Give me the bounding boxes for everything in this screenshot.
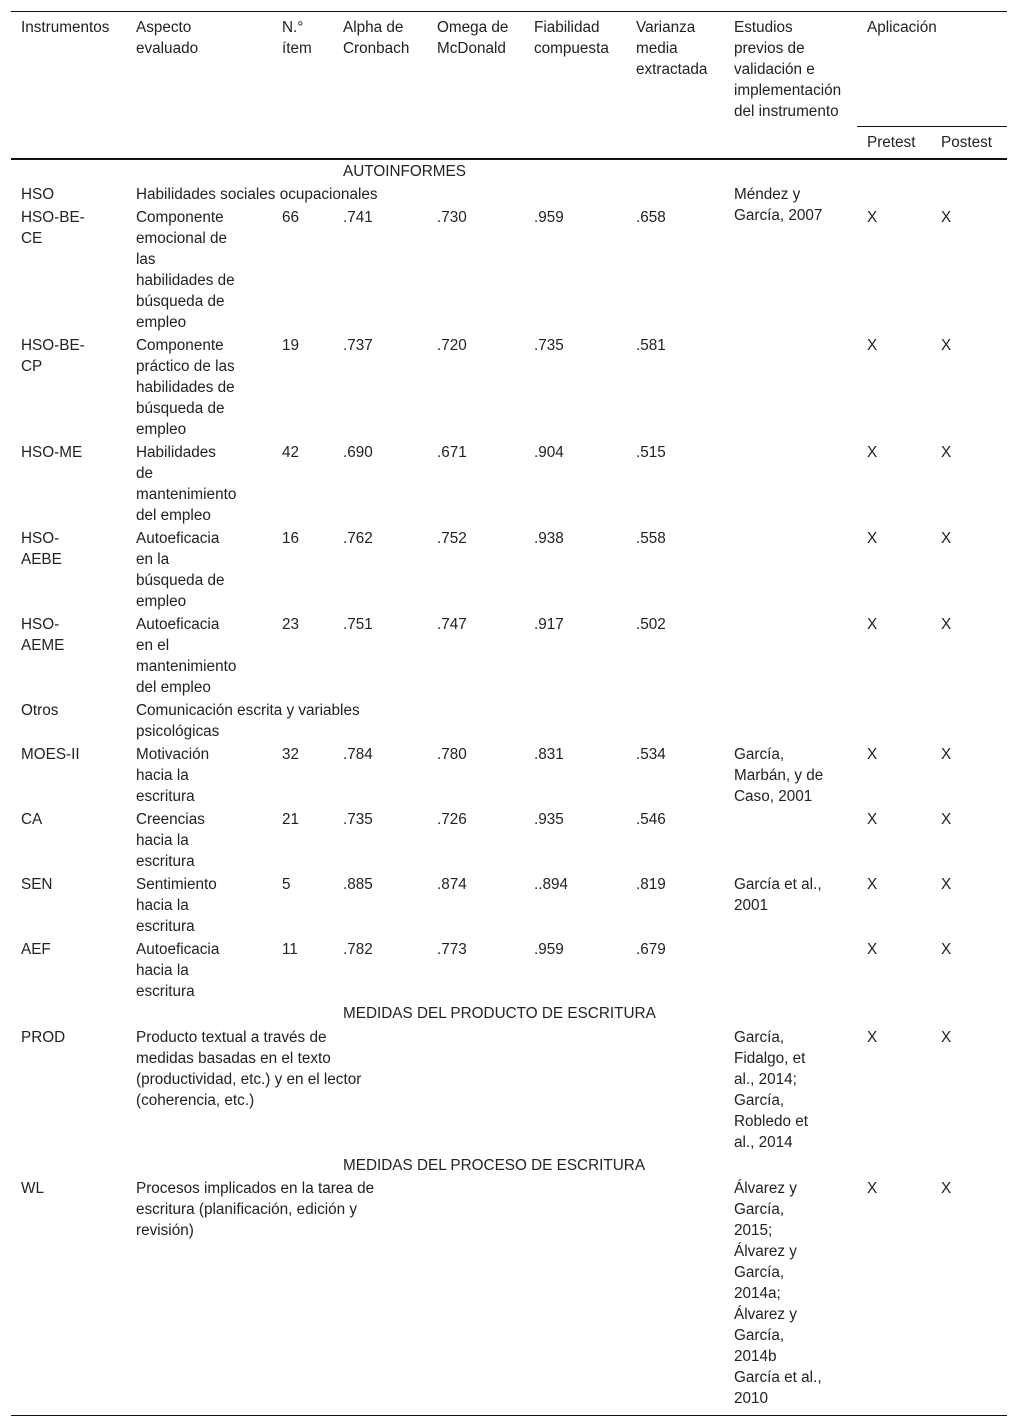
cell-alpha: .741 [343, 209, 373, 226]
cell-post: X [941, 209, 952, 226]
cell-var: .581 [636, 337, 666, 354]
section-autoinformes: AUTOINFORMES [343, 163, 466, 180]
cell-omega: .780 [437, 746, 467, 763]
cell-aspecto: Componente práctico de las habilidades de búsqueda de empleo [136, 337, 235, 438]
header-aspecto: Aspecto evaluado [136, 19, 199, 57]
header-pretest: Pretest [867, 134, 916, 151]
cell-var: .558 [636, 530, 666, 547]
cell-post: X [941, 1180, 952, 1197]
cell-omega: .773 [437, 941, 467, 958]
cell-fiab: .917 [534, 616, 564, 633]
cell-pre: X [867, 337, 878, 354]
group-hso-aspecto: Habilidades sociales ocupacionales [136, 186, 378, 203]
cell-pre: X [867, 1029, 878, 1046]
section-producto: MEDIDAS DEL PRODUCTO DE ESCRITURA [343, 1005, 656, 1022]
group-hso-estudios: Méndez y García, 2007 [734, 186, 823, 224]
header-varianza: Varianza media extractada [636, 19, 708, 78]
cell-inst: HSO-BE- CP [21, 337, 85, 375]
cell-alpha: .735 [343, 811, 373, 828]
cell-omega: .671 [437, 444, 467, 461]
cell-post: X [941, 811, 952, 828]
cell-var: .502 [636, 616, 666, 633]
cell-omega: .752 [437, 530, 467, 547]
cell-estudios: García et al., 2001 [734, 876, 822, 914]
cell-aspecto: Autoeficacia en el mantenimiento del empleo [136, 616, 237, 696]
cell-omega: .730 [437, 209, 467, 226]
cell-n: 66 [282, 209, 300, 226]
top-rule [11, 11, 1007, 12]
group-otros-inst: Otros [21, 702, 59, 719]
cell-pre: X [867, 444, 878, 461]
header-omega: Omega de McDonald [437, 19, 509, 57]
cell-n: 19 [282, 337, 300, 354]
cell-omega: .747 [437, 616, 467, 633]
cell-post: X [941, 444, 952, 461]
cell-post: X [941, 876, 952, 893]
aplicacion-rule [857, 126, 1007, 127]
cell-inst: AEF [21, 941, 51, 958]
cell-estudios: Álvarez y García, 2015; Álvarez y García, 2014a; Álvarez y García, 2014b García et al., 2010 [734, 1180, 822, 1407]
header-fiabilidad: Fiabilidad compuesta [534, 19, 609, 57]
cell-n: 23 [282, 616, 300, 633]
cell-var: .515 [636, 444, 666, 461]
cell-post: X [941, 530, 952, 547]
bottom-rule [11, 1415, 1007, 1416]
cell-aspecto: Creencias hacia la escritura [136, 811, 205, 870]
cell-fiab: ..894 [534, 876, 569, 893]
cell-pre: X [867, 209, 878, 226]
cell-fiab: .959 [534, 941, 564, 958]
cell-aspecto: Producto textual a través de medidas basadas en el texto (productividad, etc.) y en el lector (coherencia, etc.) [136, 1029, 362, 1109]
cell-alpha: .737 [343, 337, 373, 354]
cell-omega: .726 [437, 811, 467, 828]
cell-inst: PROD [21, 1029, 66, 1046]
cell-aspecto: Componente emocional de las habilidades de búsqueda de empleo [136, 209, 235, 331]
cell-post: X [941, 941, 952, 958]
cell-pre: X [867, 876, 878, 893]
cell-inst: SEN [21, 876, 53, 893]
cell-fiab: .935 [534, 811, 564, 828]
cell-aspecto: Autoeficacia hacia la escritura [136, 941, 220, 1000]
group-otros-aspecto: Comunicación escrita y variables psicológicas [136, 702, 360, 740]
cell-fiab: .959 [534, 209, 564, 226]
cell-n: 42 [282, 444, 300, 461]
header-aplicacion: Aplicación [867, 19, 937, 36]
cell-omega: .874 [437, 876, 467, 893]
cell-pre: X [867, 941, 878, 958]
cell-alpha: .690 [343, 444, 373, 461]
cell-aspecto: Procesos implicados en la tarea de escritura (planificación, edición y revisión) [136, 1180, 375, 1239]
cell-omega: .720 [437, 337, 467, 354]
cell-var: .546 [636, 811, 666, 828]
cell-inst: HSO-ME [21, 444, 83, 461]
cell-inst: HSO- AEME [21, 616, 65, 654]
cell-post: X [941, 746, 952, 763]
cell-aspecto: Motivación hacia la escritura [136, 746, 210, 805]
cell-inst: MOES-II [21, 746, 80, 763]
cell-alpha: .782 [343, 941, 373, 958]
group-hso-inst: HSO [21, 186, 55, 203]
cell-alpha: .784 [343, 746, 373, 763]
cell-var: .679 [636, 941, 666, 958]
cell-inst: CA [21, 811, 43, 828]
header-bottom-rule [11, 158, 1007, 160]
cell-var: .819 [636, 876, 666, 893]
cell-pre: X [867, 530, 878, 547]
cell-pre: X [867, 616, 878, 633]
cell-post: X [941, 616, 952, 633]
cell-estudios: García, Fidalgo, et al., 2014; García, Robledo et al., 2014 [734, 1029, 808, 1151]
cell-alpha: .751 [343, 616, 373, 633]
cell-pre: X [867, 746, 878, 763]
section-proceso: MEDIDAS DEL PROCESO DE ESCRITURA [343, 1157, 646, 1174]
cell-n: 21 [282, 811, 300, 828]
cell-n: 5 [282, 876, 291, 893]
header-estudios: Estudios previos de validación e implementación del instrumento [734, 19, 842, 120]
header-n-item: N.° ítem [282, 19, 312, 57]
cell-estudios: García, Marbán, y de Caso, 2001 [734, 746, 824, 805]
cell-inst: WL [21, 1180, 44, 1197]
cell-aspecto: Autoeficacia en la búsqueda de empleo [136, 530, 225, 610]
cell-var: .658 [636, 209, 666, 226]
cell-aspecto: Sentimiento hacia la escritura [136, 876, 217, 935]
cell-fiab: .938 [534, 530, 564, 547]
cell-alpha: .885 [343, 876, 373, 893]
header-instrumentos: Instrumentos [21, 19, 110, 36]
cell-var: .534 [636, 746, 666, 763]
cell-pre: X [867, 1180, 878, 1197]
cell-pre: X [867, 811, 878, 828]
cell-inst: HSO-BE- CE [21, 209, 85, 247]
cell-n: 32 [282, 746, 300, 763]
cell-n: 11 [282, 941, 298, 958]
cell-aspecto: Habilidades de mantenimiento del empleo [136, 444, 237, 524]
header-postest: Postest [941, 134, 993, 151]
cell-fiab: .735 [534, 337, 564, 354]
cell-post: X [941, 1029, 952, 1046]
cell-post: X [941, 337, 952, 354]
cell-fiab: .904 [534, 444, 564, 461]
cell-alpha: .762 [343, 530, 373, 547]
cell-n: 16 [282, 530, 300, 547]
cell-fiab: .831 [534, 746, 564, 763]
header-alpha: Alpha de Cronbach [343, 19, 410, 57]
cell-inst: HSO- AEBE [21, 530, 62, 568]
